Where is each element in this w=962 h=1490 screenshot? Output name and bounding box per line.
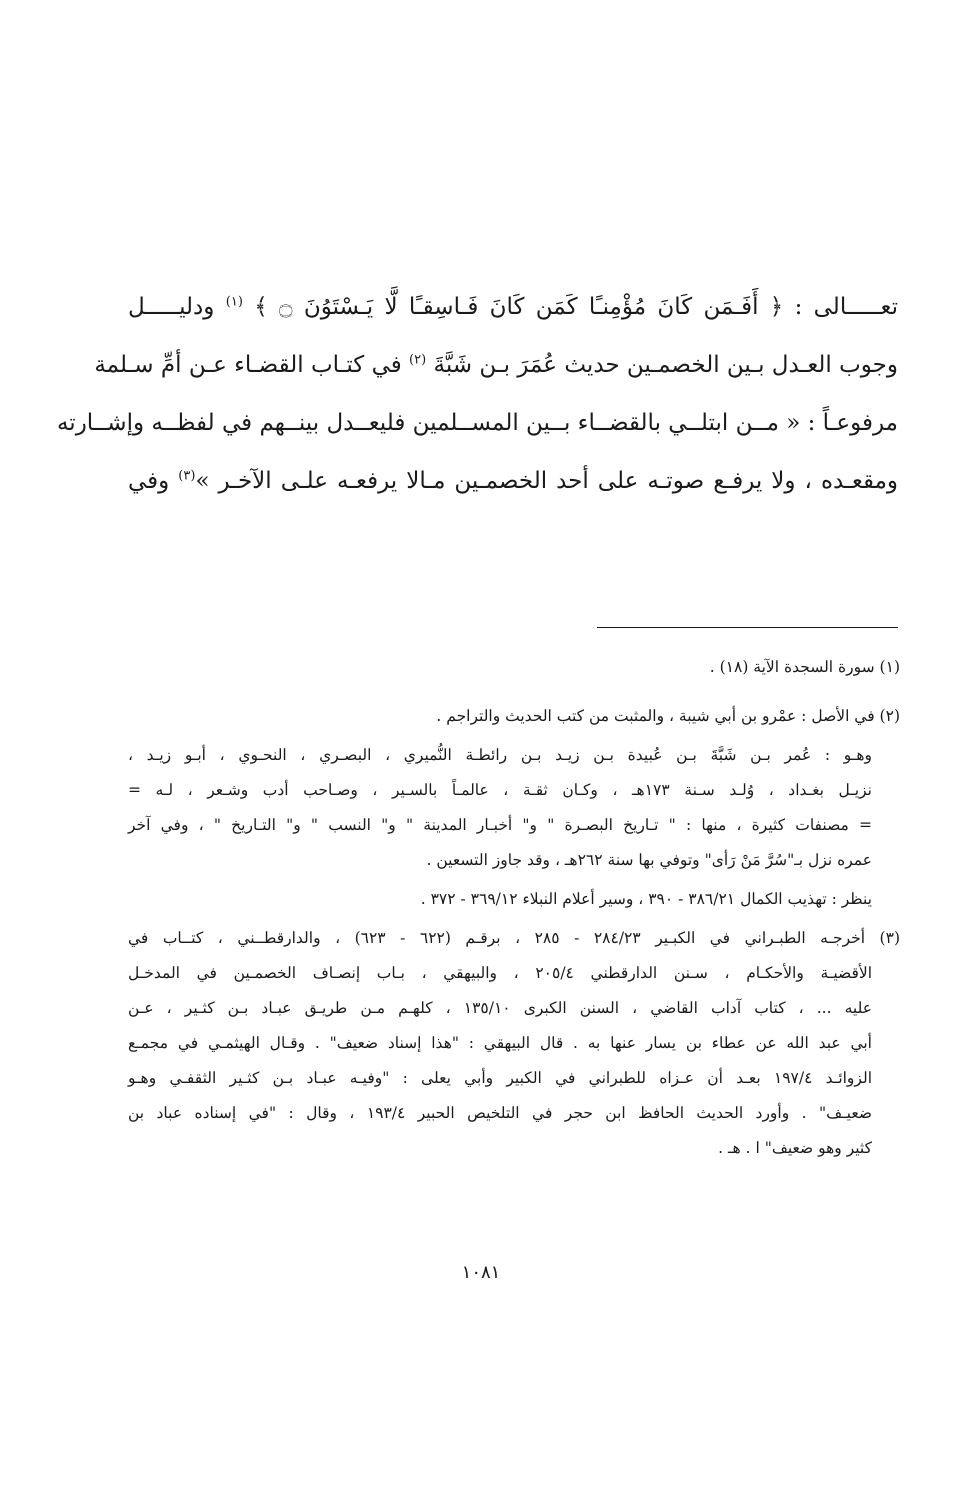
main-line-2-end: في كتـاب القضـاء عـن أمِّ سـلمة <box>94 352 402 378</box>
main-line-4-close: » <box>195 468 210 494</box>
footnote-3-line-4: أبي عبد الله عن عطاء بن يسار عنها به . قال البيهقي : "هذا إسناد ضعيف" . وقـال الهيثمـي في مجمـع <box>128 1034 872 1052</box>
main-line-1-end: ودليـــــل <box>128 294 215 320</box>
footnote-3-line-6: ضعيـف" . وأورد الحديث الحافظ ابن حجر في التلخيص الحبير ١٩٣/٤ ، وقال : "في إسناده عباد بن <box>128 1104 872 1122</box>
footnote-2-line-4: = مصنفات كثيرة ، منها : " تـاريخ البصـرة " و" أخبـار المدينة " و" النسب " و" التـاريخ " ، وفي آخر <box>128 816 872 834</box>
footnote-ref-3: (٣) <box>178 468 196 484</box>
footnote-2-line-6: ينظر : تهذيب الكمال ٣٨٦/٢١ - ٣٩٠ ، وسير أعلام النبلاء ٣٦٩/١٢ - ٣٧٢ . <box>420 890 872 908</box>
footnote-3-line-2: الأقضيـة والأحكـام ، سـنن الدارقطني ٢٠٥/٤ ، والبيهقي ، بـاب إنصـاف الخصمـين في المدخـل <box>128 964 873 982</box>
footnote-ref-2: (٢) <box>409 352 427 368</box>
footnote-separator <box>597 627 898 628</box>
main-line-4 <box>128 452 898 510</box>
footnote-1: (١) سورة السجدة الآية (١٨) . <box>709 658 900 676</box>
footnote-2-line-1: (٢) في الأصل : عمْرو بن أبي شيبة ، والمثبت من كتب الحديث والتراجم . <box>436 707 900 725</box>
main-line-1-text: تعـــــالى : ﴿ أَفَـمَن كَانَ مُؤْمِنـًا كَمَن كَانَ فَـاسِقـًا لَّا يَـسْتَوُنَ ۝ ﴾ <box>254 294 899 320</box>
main-line-4-text: ومقعـده ، ولا يرفـع صوتـه على أحد الخصمـين مـالا يرفعـه علـى الآخـر <box>218 468 898 494</box>
page-number: ١٠٨١ <box>461 1262 501 1283</box>
main-line-2 <box>94 336 898 394</box>
footnote-2-line-5: عمره نزل بـ"سُرَّ مَنْ رَأى" وتوفي بها سنة ٢٦٢هـ ، وقد جاوز التسعين . <box>426 851 872 869</box>
main-line-2-text: وجوب العـدل بـين الخصمـين حديث عُمَرَ بـن شَبَّةَ <box>433 352 898 378</box>
footnote-ref-1: (١) <box>225 294 243 310</box>
footnote-3-line-1: (٣) أخرجـه الطبـراني في الكبـير ٢٨٤/٢٣ - ٢٨٥ ، برقـم (٦٢٢ - ٦٢٣) ، والدارقطــني ، كتــاب في <box>128 929 900 947</box>
main-line-3-text: مرفوعـاً : « مــن ابتلــي بالقضــاء بــين المســلمين فليعــدل بينــهم في لفظــه وإشــارته <box>56 410 898 436</box>
main-line-4-end: وفي <box>128 468 170 494</box>
footnote-3-line-5: الزوائـد ١٩٧/٤ بعـد أن عـزاه للطبراني في الكبير وأبي يعلى : "وفيـه عبـاد بـن كثـير الثقفـي وهـو <box>128 1069 873 1087</box>
main-line-3 <box>56 394 898 452</box>
main-line-1 <box>128 278 898 336</box>
main-text-block <box>56 278 899 510</box>
footnote-2-line-2: وهـو : عُمر بـن شَبَّةَ بـن عُبيدة بـن زيـد بـن رائطـة النُّميري ، البصـري ، النحـوي ، أبـو زيـد ، <box>128 746 872 764</box>
footnotes <box>128 650 900 1166</box>
footnote-3-line-7: كثير وهو ضعيف" ا . هـ . <box>718 1139 872 1157</box>
footnote-2-line-3: نزيـل بغـداد ، وُلـد سـنة ١٧٣هـ ، وكـان ثقـة ، عالمـاً بالسـير ، وصـاحب أدب وشـعر ، لـه = <box>128 781 872 799</box>
footnote-3-line-3: عليه ... ، كتاب آداب القاضي ، السنن الكبرى ١٣٥/١٠ ، كلهـم مـن طريـق عبـاد بـن كثـير ، عـن <box>128 999 872 1017</box>
